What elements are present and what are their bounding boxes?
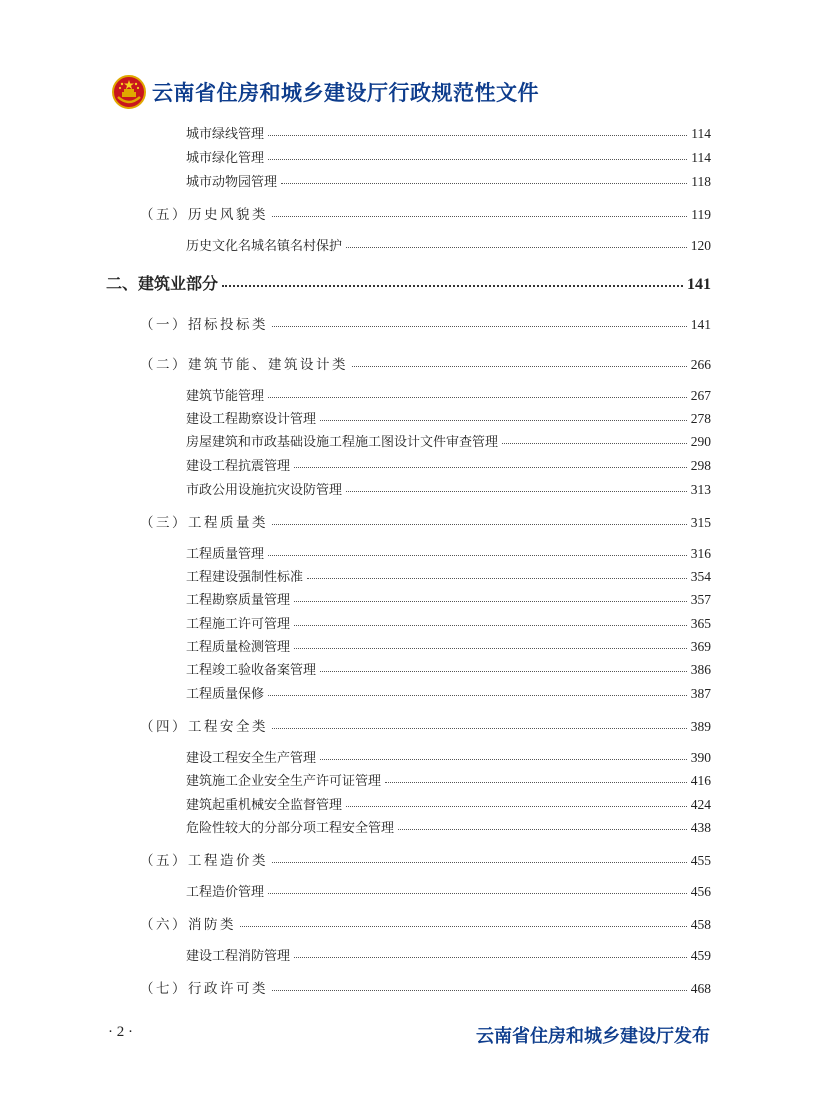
toc-entry-label: 建筑节能管理 — [186, 389, 265, 404]
toc-entry-page: 386 — [690, 662, 711, 677]
toc-leader-dots — [272, 728, 687, 729]
toc-item[interactable] — [186, 881, 711, 900]
toc-item[interactable] — [186, 613, 711, 632]
toc-entry-page: 298 — [690, 458, 711, 473]
toc-entry-label: 工程造价管理 — [186, 885, 265, 900]
toc-entry-page: 369 — [690, 639, 711, 654]
toc-entry-page: 438 — [690, 820, 711, 835]
toc-entry-page: 357 — [690, 592, 711, 607]
toc-item[interactable] — [186, 636, 711, 655]
toc-category[interactable] — [140, 313, 711, 333]
toc-item[interactable] — [186, 747, 711, 766]
toc-entry-page: 389 — [690, 719, 711, 734]
toc-leader-dots — [320, 671, 687, 672]
toc-entry-label: （二）建筑节能、建筑设计类 — [140, 357, 348, 373]
toc-entry-page: 354 — [690, 569, 711, 584]
toc-entry-page: 278 — [690, 411, 711, 426]
toc-category[interactable] — [140, 353, 711, 373]
toc-leader-dots — [294, 625, 687, 626]
toc-entry-label: 工程竣工验收备案管理 — [186, 663, 317, 678]
toc-entry-label: （一）招标投标类 — [140, 317, 268, 333]
toc-leader-dots — [268, 893, 687, 894]
toc-category[interactable] — [140, 913, 711, 933]
toc-entry-page: 313 — [690, 482, 711, 497]
toc-entry-label: 建设工程消防管理 — [186, 949, 291, 964]
toc-part-heading[interactable] — [106, 271, 711, 294]
toc-entry-label: 城市绿线管理 — [186, 127, 265, 142]
toc-leader-dots — [346, 491, 687, 492]
toc-category[interactable] — [140, 203, 711, 223]
toc-item[interactable] — [186, 770, 711, 789]
toc-entry-label: 建筑施工企业安全生产许可证管理 — [186, 774, 382, 789]
footer-publisher: 云南省住房和城乡建设厅发布 — [476, 1026, 710, 1047]
toc-entry-page: 458 — [690, 917, 711, 932]
toc-leader-dots — [294, 467, 687, 468]
toc-entry-label: （五）历史风貌类 — [140, 207, 268, 223]
toc-entry-page: 456 — [690, 884, 711, 899]
toc-entry-page: 365 — [690, 616, 711, 631]
toc-item[interactable] — [186, 543, 711, 562]
toc-entry-label: 工程建设强制性标准 — [186, 570, 304, 585]
toc-entry-page: 266 — [690, 357, 711, 372]
toc-entry-page: 120 — [690, 238, 711, 253]
toc-entry-label: （六）消防类 — [140, 917, 236, 933]
toc-item[interactable] — [186, 431, 711, 450]
toc-entry-page: 118 — [691, 174, 711, 189]
toc-leader-dots — [294, 957, 687, 958]
toc-entry-page: 416 — [690, 773, 711, 788]
toc-entry-label: （五）工程造价类 — [140, 853, 268, 869]
toc-leader-dots — [294, 648, 687, 649]
toc-entry-page: 468 — [690, 981, 711, 996]
toc-item[interactable] — [186, 566, 711, 585]
toc-category[interactable] — [140, 715, 711, 735]
toc-entry-page: 315 — [690, 515, 711, 530]
toc-leader-dots — [385, 782, 687, 783]
toc-entry-label: （四）工程安全类 — [140, 719, 268, 735]
toc-entry-label: 二、建筑业部分 — [106, 274, 219, 293]
toc-leader-dots — [294, 601, 687, 602]
toc-leader-dots — [268, 159, 687, 160]
toc-leader-dots — [281, 183, 687, 184]
toc-item[interactable] — [186, 479, 711, 498]
toc-item[interactable] — [186, 408, 711, 427]
toc-leader-dots — [272, 862, 687, 863]
toc-entry-page: 114 — [691, 126, 711, 141]
toc-leader-dots — [268, 135, 687, 136]
toc-entry-page: 424 — [690, 797, 711, 812]
toc-leader-dots — [240, 926, 687, 927]
toc-entry-label: 工程质量管理 — [186, 547, 265, 562]
toc-category[interactable] — [140, 511, 711, 531]
toc-leader-dots — [307, 578, 687, 579]
toc-entry-page: 290 — [690, 434, 711, 449]
toc-item[interactable] — [186, 659, 711, 678]
toc-leader-dots — [352, 366, 687, 367]
toc-entry-page: 267 — [690, 388, 711, 403]
toc-entry-page: 316 — [690, 546, 711, 561]
toc-item[interactable] — [186, 945, 711, 964]
toc-leader-dots — [272, 524, 687, 525]
toc-item[interactable] — [186, 385, 711, 404]
toc-entry-label: （三）工程质量类 — [140, 515, 268, 531]
toc-item[interactable] — [186, 235, 711, 254]
toc-leader-dots — [398, 829, 687, 830]
toc-entry-page: 141 — [687, 276, 711, 293]
toc-entry-page: 141 — [690, 317, 711, 332]
toc-leader-dots — [272, 216, 687, 217]
toc-leader-dots — [268, 397, 687, 398]
toc-category[interactable] — [140, 849, 711, 869]
toc-leader-dots — [320, 420, 687, 421]
footer-page-number: · 2 · — [108, 1024, 133, 1040]
toc-category[interactable] — [140, 977, 711, 997]
toc-entry-page: 455 — [690, 853, 711, 868]
toc-entry-label: 历史文化名城名镇名村保护 — [186, 239, 343, 254]
toc-leader-dots — [272, 990, 687, 991]
toc-entry-label: 建设工程勘察设计管理 — [186, 412, 317, 427]
toc-item[interactable] — [186, 147, 711, 166]
toc-entry-label: 建设工程抗震管理 — [186, 459, 291, 474]
toc-entry-label: 建筑起重机械安全监督管理 — [186, 798, 343, 813]
toc-leader-dots — [268, 555, 687, 556]
toc-entry-page: 387 — [690, 686, 711, 701]
header-title: 云南省住房和城乡建设厅行政规范性文件 — [152, 81, 539, 105]
toc-entry-page: 114 — [691, 150, 711, 165]
toc-leader-dots — [346, 806, 687, 807]
toc-leader-dots — [268, 695, 687, 696]
toc-item[interactable] — [186, 683, 711, 702]
toc-entry-label: 工程勘察质量管理 — [186, 593, 291, 608]
toc-entry-label: 工程质量保修 — [186, 687, 265, 702]
toc-entry-label: 城市动物园管理 — [186, 175, 278, 190]
toc-leader-dots — [222, 285, 683, 287]
toc-entry-page: 390 — [690, 750, 711, 765]
toc-entry-label: 危险性较大的分部分项工程安全管理 — [186, 821, 395, 836]
toc-item[interactable] — [186, 817, 711, 836]
toc-entry-label: 城市绿化管理 — [186, 151, 265, 166]
toc-item[interactable] — [186, 589, 711, 608]
toc-entry-page: 119 — [691, 207, 711, 222]
toc-entry-label: 市政公用设施抗灾设防管理 — [186, 483, 343, 498]
toc-item[interactable] — [186, 171, 711, 190]
toc-item[interactable] — [186, 794, 711, 813]
toc-entry-page: 459 — [690, 948, 711, 963]
toc-leader-dots — [346, 247, 687, 248]
toc-item[interactable] — [186, 123, 711, 142]
toc-leader-dots — [272, 326, 687, 327]
toc-leader-dots — [320, 759, 687, 760]
toc-item[interactable] — [186, 455, 711, 474]
toc-entry-label: 工程施工许可管理 — [186, 617, 291, 632]
toc-entry-label: 房屋建筑和市政基础设施工程施工图设计文件审查管理 — [186, 435, 499, 450]
toc-leader-dots — [502, 443, 687, 444]
toc-entry-label: 工程质量检测管理 — [186, 640, 291, 655]
toc-entry-label: （七）行政许可类 — [140, 981, 268, 997]
toc-entry-label: 建设工程安全生产管理 — [186, 751, 317, 766]
